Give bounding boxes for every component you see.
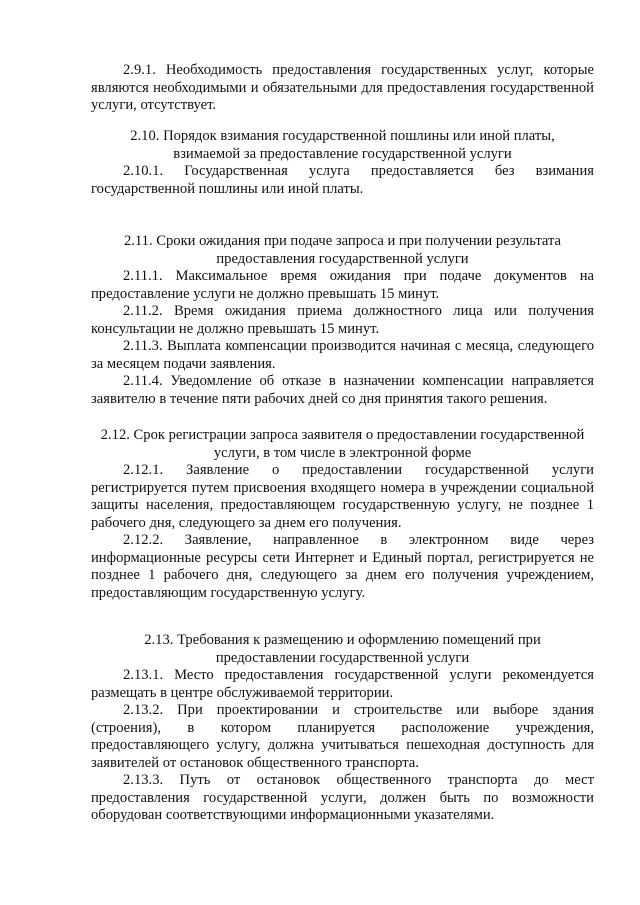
paragraph-2-13-2: 2.13.2. При проектировании и строительстве или выборе здания (строения), в котором планируется расположение учреждения, предоставляющего услугу, должна учитываться пешеходная доступность для заявителей от остановок общественного транспорта. <box>91 702 594 771</box>
paragraph-2-11-4: 2.11.4. Уведомление об отказе в назначении компенсации направляется заявителю в течение пяти рабочих дней со дня принятия такого решения. <box>91 373 594 407</box>
paragraph-2-11-1: 2.11.1. Максимальное время ожидания при подаче документов на предоставление услуги не должно превышать 15 минут. <box>91 268 594 302</box>
section-2-13 <box>91 632 594 825</box>
paragraph-2-9-1: 2.9.1. Необходимость предоставления государственных услуг, которые являются необходимыми и обязательными для предоставления государственной услуги, отсутствует. <box>91 62 594 113</box>
heading-2-11-line-2: предоставления государственной услуги <box>216 250 469 267</box>
paragraph-2-12-1: 2.12.1. Заявление о предоставлении государственной услуги регистрируется путем присвоения входящего номера в учреждении социальной защиты населения, предоставляющем государственную услугу, не позднее 1 рабочего дня, следующего за днем его получения. <box>91 462 594 531</box>
section-2-11 <box>91 233 594 408</box>
heading-2-12-line-2: услуги, в том числе в электронной форме <box>213 444 472 461</box>
paragraph-2-12-2: 2.12.2. Заявление, направленное в электронном виде через информационные ресурсы сети Интернет и Единый портал, регистрируется не позднее 1 рабочего дня, следующего за днем его получения учреждением, предоставляющим государственную услугу. <box>91 532 594 601</box>
heading-2-11-line-1: 2.11. Сроки ожидания при подаче запроса и при получении результата <box>123 233 562 249</box>
paragraph-2-10-1: 2.10.1. Государственная услуга предоставляется без взимания государственной пошлины или иной платы. <box>91 163 594 197</box>
section-2-10 <box>91 128 594 198</box>
heading-2-12-line-1: 2.12. Срок регистрации запроса заявителя о предоставлении государственной <box>100 427 585 443</box>
heading-2-10-line-2: взимаемой за предоставление государственной услуги <box>173 145 512 162</box>
paragraph-2-13-3: 2.13.3. Путь от остановок общественного транспорта до мест предоставления государственной услуги, должен быть по возможности оборудован соответствующими информационными указателями. <box>91 772 594 823</box>
section-2-9 <box>91 62 594 115</box>
heading-2-13-line-2: предоставлении государственной услуги <box>215 649 470 666</box>
heading-2-13-line-1: 2.13. Требования к размещению и оформлению помещений при <box>144 632 541 648</box>
paragraph-2-13-1: 2.13.1. Место предоставления государственной услуги рекомендуется размещать в центре обслуживаемой территории. <box>91 667 594 701</box>
paragraph-2-11-2: 2.11.2. Время ожидания приема должностного лица или получения консультации не должно превышать 15 минут. <box>91 303 594 337</box>
section-2-12 <box>91 427 594 602</box>
paragraph-2-11-3: 2.11.3. Выплата компенсации производится начиная с месяца, следующего за месяцем подачи заявления. <box>91 338 594 372</box>
heading-2-10-line-1: 2.10. Порядок взимания государственной пошлины или иной платы, <box>130 128 555 144</box>
